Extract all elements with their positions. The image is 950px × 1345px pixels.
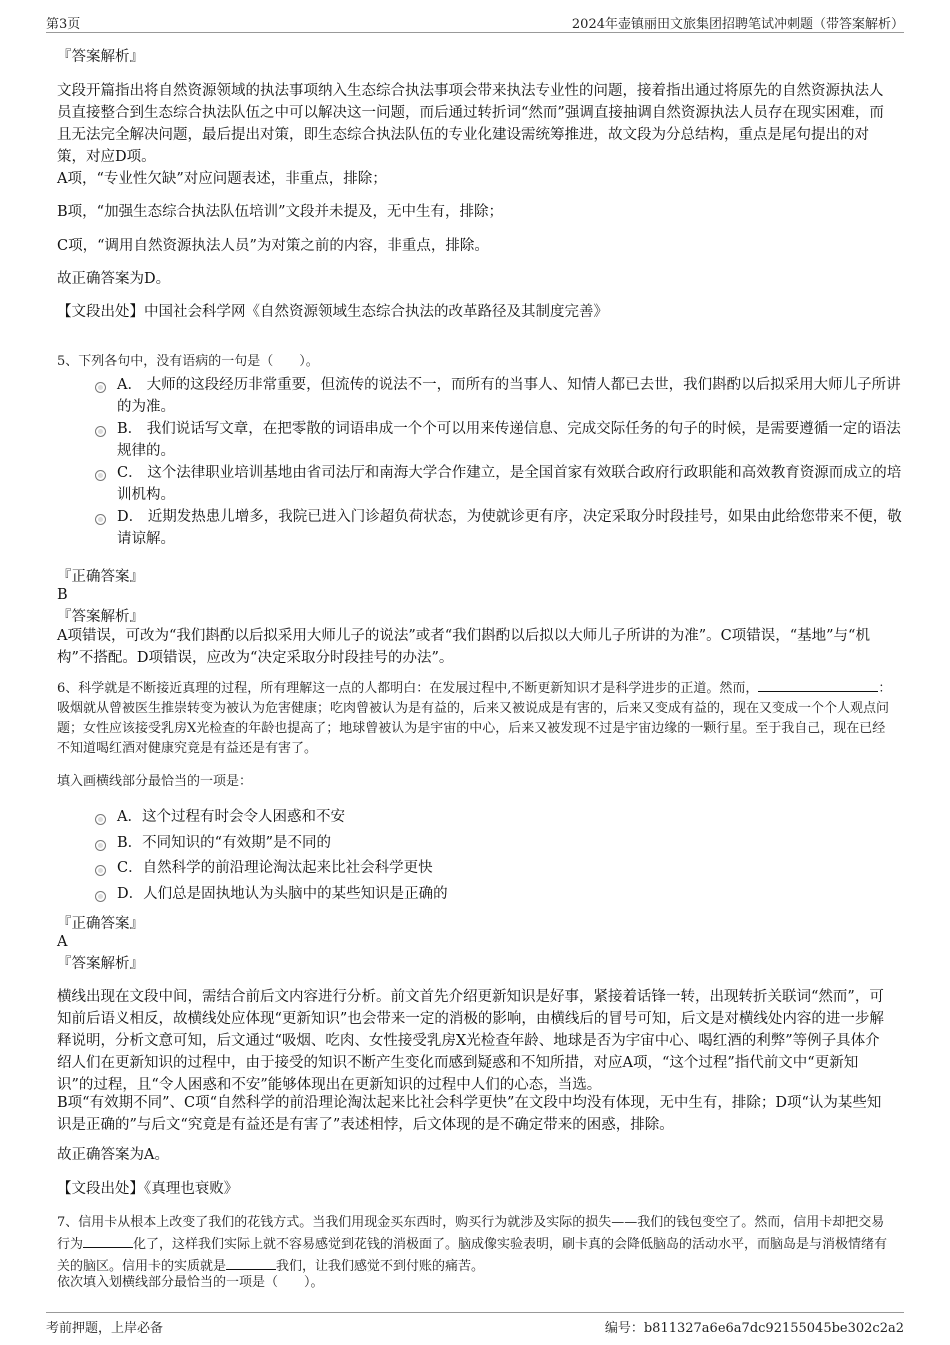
q4-answer-line: 故正确答案为D。 xyxy=(57,271,171,287)
q4-analysis-p3: B项，“加强生态综合执法队伍培训”文段并未提及，无中生有，排除； xyxy=(57,204,503,220)
radio-icon[interactable] xyxy=(95,470,106,481)
q5-analysis-label: 『答案解析』 xyxy=(57,609,144,625)
page-header xyxy=(46,10,904,33)
option-text: B．不同知识的“有效期”是不同的 xyxy=(117,835,331,851)
q5-answer: B xyxy=(57,587,68,603)
q4-source: 【文段出处】中国社会科学网《自然资源领域生态综合执法的改革路径及其制度完善》 xyxy=(57,304,608,320)
q5-question: 5、下列各句中，没有语病的一句是（ ）。 xyxy=(57,354,319,369)
q5-option-d[interactable] xyxy=(95,506,912,550)
page-footer xyxy=(46,1312,904,1335)
q5-answer-label: 『正确答案』 xyxy=(57,569,144,585)
radio-icon[interactable] xyxy=(95,426,106,437)
q4-analysis-p1: 文段开篇指出将自然资源领域的执法事项纳入生态综合执法事项会带来执法专业性的问题，接着指出通过将原先的自然资源执法人员直接整合到生态综合执法队伍之中可以解决这一问题，而后通过转折词“然而”强调直接抽调自然资源执法人员存在现实困难，而且无法完全解决问题，最后提出对策，即生态综合执法队伍的专业化建设需统筹推进，故文段为分总结构，重点是尾句提出的对策，对应D项。 xyxy=(57,83,884,165)
radio-icon[interactable] xyxy=(95,891,106,902)
q6-answer: A xyxy=(57,934,68,950)
footer-code-label: 编号： xyxy=(604,1321,644,1336)
q6-analysis-p1: 横线出现在文段中间，需结合前后文内容进行分析。前文首先介绍更新知识是好事，紧接着话锋一转，出现转折关联词“然而”，可知前后语义相反，故横线处应体现“更新知识”也会带来一定的消极的影响，由横线后的冒号可知，后文是对横线处内容的进一步解释说明，分析文意可知，后文通过“吸烟、吃肉、女性接受乳房X光检查年龄、地球是否为宇宙中心、喝红酒的利弊”等例子具体介绍人们在更新知识的过程中，由于接受的知识不断产生变化而感到疑惑和不知所措，对应A项，“这个过程”指代前文中“更新知识”的过程，且“令人困惑和不安”能够体现出在更新知识的过程中人们的心态，当选。 xyxy=(57,989,884,1093)
q6-option-c[interactable] xyxy=(95,857,912,879)
q6-question-before: 6、科学就是不断接近真理的过程，所有理解这一点的人都明白：在发展过程中,不断更新知识才是科学进步的正道。然而， xyxy=(57,681,759,696)
q6-analysis-p2: B项“有效期不同”、C项“自然科学的前沿理论淘汰起来比社会科学更快”在文段中均没有体现，无中生有，排除；D项“认为某些知识是正确的”与后文“究竟是有益还是有害了”表述相悖，后文体现的是不确定带来的困惑，排除。 xyxy=(57,1095,882,1133)
q6-question-after: ：吸烟就从曾被医生推崇转变为被认为危害健康；吃肉曾被认为是有益的，后来又被说成是有害的，后来又变成有益的，现在又变成一个个人观点问题；女性应该接受乳房X光检查的年龄也提高了；地球曾被认为是宇宙的中心，后来又被发现不过是宇宙边缘的一颗行星。至于我自己，现在已经不知道喝红酒对健康究竟是有益还是有害了。 xyxy=(57,681,892,756)
q6-prompt: 填入画横线部分最恰当的一项是： xyxy=(57,774,253,789)
footer-code xyxy=(605,1317,904,1336)
footer-slogan: 考前押题，上岸必备 xyxy=(46,1321,164,1336)
option-text: B． 我们说话写文章，在把零散的词语串成一个个可以用来传递信息、完成交际任务的句子的时候，是需要遵循一定的语法规律的。 xyxy=(117,421,901,459)
radio-icon[interactable] xyxy=(95,382,106,393)
option-text: D． 近期发热患儿增多，我院已进入门诊超负荷状态，为使就诊更有序，决定采取分时段挂号，如果由此给您带来不便，敬请谅解。 xyxy=(117,509,902,547)
q6-option-a[interactable] xyxy=(95,806,912,828)
q6-answer-line: 故正确答案为A。 xyxy=(57,1147,169,1163)
q6-analysis-label: 『答案解析』 xyxy=(57,956,144,972)
q4-analysis-p4: C项，“调用自然资源执法人员”为对策之前的内容，非重点，排除。 xyxy=(57,238,489,254)
q6-source: 【文段出处】《真理也衰败》 xyxy=(57,1181,239,1197)
q7-question-part-b: 化了，这样我们实际上就不容易感觉到花钱的消极面了。脑成像实验表明，刷卡真的会降低脑岛的活动水平，而脑岛是与消极情绪有关的脑区。信用卡的实质就是 xyxy=(57,1237,888,1274)
document-title: 2024年壶镇丽田文旅集团招聘笔试冲刺题（带答案解析） xyxy=(571,17,904,32)
q6-question xyxy=(57,677,892,759)
footer-code-value: b811327a6e6a7dc92155045be302c2a2 xyxy=(643,1321,904,1336)
blank-line xyxy=(226,1255,276,1270)
q6-option-b[interactable] xyxy=(95,832,912,854)
q5-option-a[interactable] xyxy=(95,374,912,418)
q5-option-c[interactable] xyxy=(95,462,912,506)
q4-analysis-label: 『答案解析』 xyxy=(57,49,144,65)
q4-analysis-p2: A项，“专业性欠缺”对应问题表述，非重点，排除； xyxy=(57,171,387,187)
radio-icon[interactable] xyxy=(95,840,106,851)
q6-option-d[interactable] xyxy=(95,883,912,905)
q5-option-b[interactable] xyxy=(95,418,912,462)
radio-icon[interactable] xyxy=(95,865,106,876)
option-text: D．人们总是固执地认为头脑中的某些知识是正确的 xyxy=(117,886,448,902)
q5-analysis: A项错误，可改为“我们斟酌以后拟采用大师儿子的说法”或者“我们斟酌以后拟以大师儿子所讲的为准”。C项错误，“基地”与“机构”不搭配。D项错误，应改为“决定采取分时段挂号的办法”。 xyxy=(57,628,870,666)
option-text: A． 大师的这段经历非常重要，但流传的说法不一，而所有的当事人、知情人都已去世，我们斟酌以后拟采用大师儿子所讲的为准。 xyxy=(117,377,901,415)
q7-question-part-a: 7、信用卡从根本上改变了我们的花钱方式。当我们用现金买东西时，购买行为就涉及实际的损失——我们的钱包变空了。然而，信用卡却把交易行为 xyxy=(57,1215,885,1252)
option-text: C．自然科学的前沿理论淘汰起来比社会科学更快 xyxy=(117,860,433,876)
option-text: A．这个过程有时会令人困惑和不安 xyxy=(117,809,345,825)
page-number: 第3页 xyxy=(46,17,81,32)
blank-line xyxy=(83,1233,133,1248)
q7-question-part-c: 我们，让我们感觉不到付账的痛苦。 xyxy=(276,1259,485,1274)
radio-icon[interactable] xyxy=(95,514,106,525)
q7-prompt: 依次填入划横线部分最恰当的一项是（ ）。 xyxy=(57,1275,324,1290)
option-text: C． 这个法律职业培训基地由省司法厅和南海大学合作建立，是全国首家有效联合政府行政职能和高效教育资源而成立的培训机构。 xyxy=(117,465,902,503)
radio-icon[interactable] xyxy=(95,814,106,825)
q7-question xyxy=(57,1213,892,1277)
blank-line xyxy=(758,677,878,692)
q6-answer-label: 『正确答案』 xyxy=(57,916,144,932)
